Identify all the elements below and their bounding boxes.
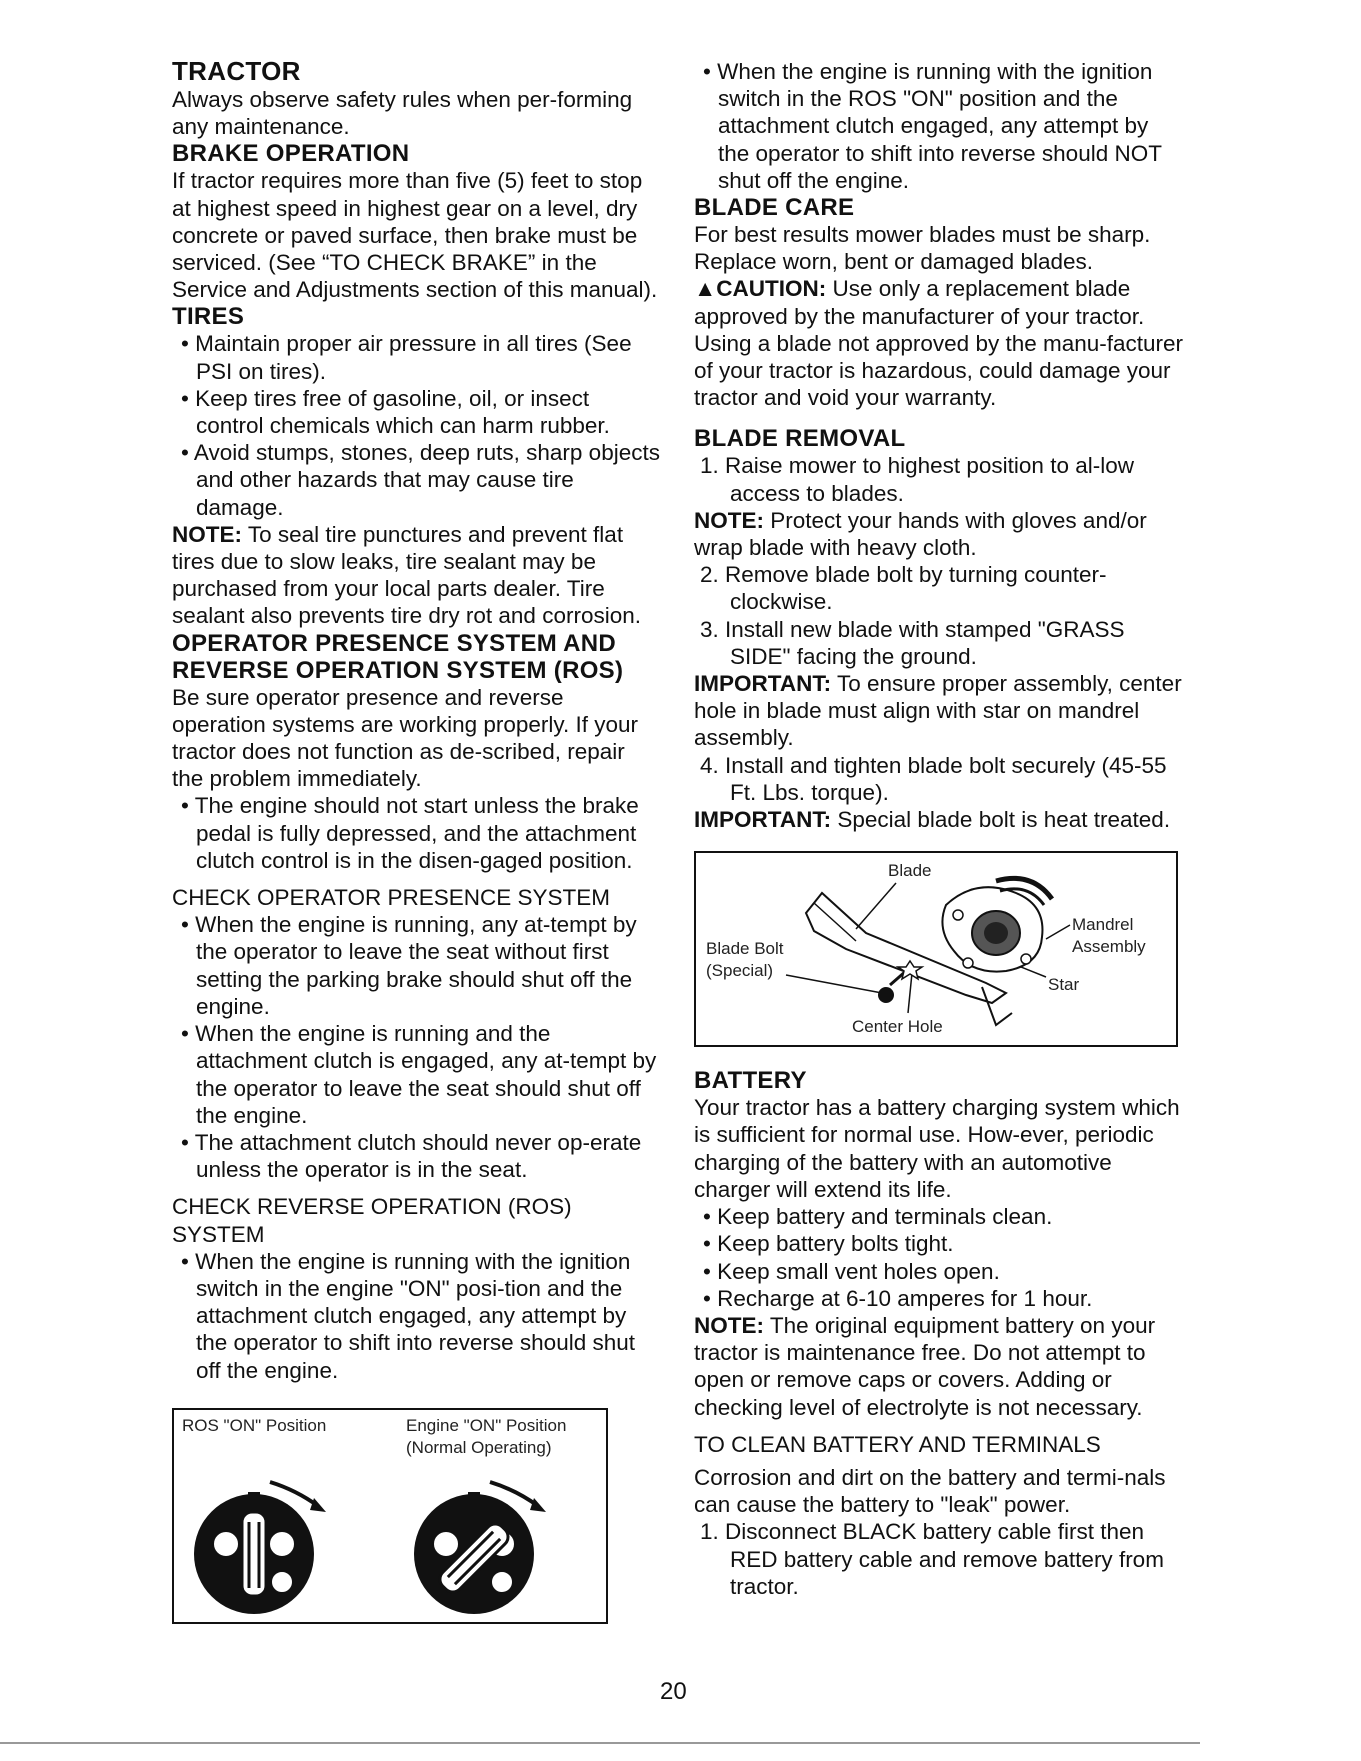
blade-figure bbox=[694, 851, 1178, 1047]
clean-step-1: 1. Disconnect BLACK battery cable first then RED battery cable and remove battery from tractor. bbox=[700, 1519, 1164, 1599]
check-op-heading: CHECK OPERATOR PRESENCE SYSTEM bbox=[172, 885, 611, 911]
blade-step-4: 4. Install and tighten blade bolt securely (45-55 Ft. Lbs. torque). bbox=[700, 752, 1167, 805]
brake-text: If tractor requires more than five (5) feet to stop at highest speed in highest gear on a level, dry concrete or paved surface, then brake must be serviced. (See “TO CHECK BRAKE” in the Service and Adjustments section of this manual). bbox=[172, 168, 658, 303]
battery-bullet-2: • Keep battery bolts tight. bbox=[703, 1231, 954, 1257]
page-number: 20 bbox=[660, 1678, 687, 1705]
ops-text: Be sure operator presence and reverse operation systems are working properly. If your tractor does not function as de-scribed, repair the problem immediately. bbox=[172, 684, 639, 792]
tires-bullet-2: • Keep tires free of gasoline, oil, or insect control chemicals which can harm rubber. bbox=[181, 385, 610, 439]
engine-on-sublabel: (Normal Operating) bbox=[406, 1437, 552, 1457]
battery-bullet-4: • Recharge at 6-10 amperes for 1 hour. bbox=[703, 1285, 1093, 1311]
blade-step-2: 2. Remove blade bolt by turning counter-clockwise. bbox=[700, 562, 1107, 615]
ops-bullet-1: • The engine should not start unless the brake pedal is fully depressed, and the attachment clutch control is in the disen-gaged position. bbox=[181, 793, 639, 873]
ros-on-label: ROS "ON" Position bbox=[182, 1415, 327, 1435]
tires-heading: TIRES bbox=[172, 303, 245, 331]
engine-switch-icon bbox=[414, 1482, 546, 1614]
blade-step-3: 3. Install new blade with stamped "GRASS SIDE" facing the ground. bbox=[700, 616, 1125, 669]
tires-bullet-1: • Maintain proper air pressure in all tires (See PSI on tires). bbox=[181, 331, 632, 384]
brake-heading: BRAKE OPERATION bbox=[172, 140, 410, 168]
ops-heading-2: REVERSE OPERATION SYSTEM (ROS) bbox=[172, 656, 624, 684]
ops-heading-1: OPERATOR PRESENCE SYSTEM AND bbox=[172, 629, 617, 657]
check-op-bullet-3: • The attachment clutch should never op-erate unless the operator is in the seat. bbox=[181, 1129, 642, 1183]
clean-battery-text: Corrosion and dirt on the battery and termi-nals can cause the battery to "leak" power. bbox=[694, 1464, 1166, 1518]
battery-bullet-1: • Keep battery and terminals clean. bbox=[703, 1204, 1053, 1230]
check-op-bullet-1: • When the engine is running, any at-tempt by the operator to leave the seat without first setting the parking brake should shut off the engine. bbox=[181, 912, 637, 1019]
warning-icon: ▲ bbox=[694, 276, 717, 302]
blade-removal-heading: BLADE REMOVAL bbox=[694, 425, 906, 453]
ros-bullet-1: • When the engine is running with the ignition switch in the ROS "ON" position and the attachment clutch engaged, any attempt by the operator to shift into reverse should NOT shut off the engine. bbox=[703, 59, 1162, 193]
battery-note: NOTE: The original equipment battery on your tractor is maintenance free. Do not attempt to open or remove caps or covers. Adding or checking level of electrolyte is not necessary. bbox=[694, 1312, 1156, 1420]
tires-bullet-3: • Avoid stumps, stones, deep ruts, sharp objects and other hazards that may cause tire damage. bbox=[181, 440, 660, 520]
ignition-figure bbox=[172, 1408, 608, 1624]
blade-care-text: For best results mower blades must be sharp. Replace worn, bent or damaged blades. bbox=[694, 222, 1151, 275]
check-ros-heading: CHECK REVERSE OPERATION (ROS) SYSTEM bbox=[172, 1194, 572, 1247]
star-label: Star bbox=[1048, 975, 1080, 995]
check-op-bullet-2: • When the engine is running and the attachment clutch is engaged, any at-tempt by the operator to leave the seat should shut off the engine. bbox=[181, 1021, 657, 1128]
blade-care-heading: BLADE CARE bbox=[694, 194, 855, 222]
blade-label: Blade bbox=[888, 861, 932, 881]
engine-on-label: Engine "ON" Position bbox=[406, 1415, 567, 1435]
check-ros-bullet-1: • When the engine is running with the ignition switch in the engine "ON" posi-tion and the attachment clutch engaged, any attempt by the operator to shift into reverse should shut off the engine. bbox=[181, 1248, 636, 1383]
important-2: IMPORTANT: Special blade bolt is heat treated. bbox=[694, 807, 1171, 833]
blade-bolt-label: Blade Bolt bbox=[706, 939, 784, 959]
tractor-intro: Always observe safety rules when per-forming any maintenance. bbox=[172, 87, 633, 140]
right-column bbox=[694, 58, 1184, 1600]
blade-step-1: 1. Raise mower to highest position to al-low access to blades. bbox=[700, 453, 1134, 506]
ignition-switch-drawing bbox=[174, 1462, 606, 1622]
blade-assembly-drawing bbox=[696, 853, 1176, 1045]
caution-text: ▲CAUTION: Use only a replacement blade approved by the manufacturer of your tractor. Using a blade not approved by the manu-facturer of your tractor is hazardous, could damage your tractor and void your warranty. bbox=[694, 276, 1184, 411]
blade-note: NOTE: Protect your hands with gloves and/or wrap blade with heavy cloth. bbox=[694, 507, 1147, 561]
battery-text: Your tractor has a battery charging system which is sufficient for normal use. How-ever, periodic charging of the battery with an automotive charger will extend its life. bbox=[694, 1095, 1180, 1202]
left-column bbox=[172, 56, 662, 1624]
bottom-rule bbox=[0, 1742, 1200, 1744]
mandrel-label: Mandrel bbox=[1072, 915, 1134, 935]
special-label: (Special) bbox=[706, 961, 774, 981]
important-1: IMPORTANT: To ensure proper assembly, center hole in blade must align with star on mandrel assembly. bbox=[694, 671, 1182, 751]
battery-bullet-3: • Keep small vent holes open. bbox=[703, 1258, 1000, 1284]
tires-note: NOTE: To seal tire punctures and prevent flat tires due to slow leaks, tire sealant may be purchased from your local parts dealer. Tire sealant also prevents tire dry rot and corrosion. bbox=[172, 521, 641, 629]
ros-switch-icon bbox=[194, 1482, 326, 1614]
battery-heading: BATTERY bbox=[694, 1067, 807, 1095]
tractor-heading: TRACTOR bbox=[172, 56, 301, 86]
clean-battery-heading: TO CLEAN BATTERY AND TERMINALS bbox=[694, 1431, 1101, 1457]
assembly-label: Assembly bbox=[1072, 937, 1146, 957]
center-hole-label: Center Hole bbox=[852, 1017, 943, 1037]
